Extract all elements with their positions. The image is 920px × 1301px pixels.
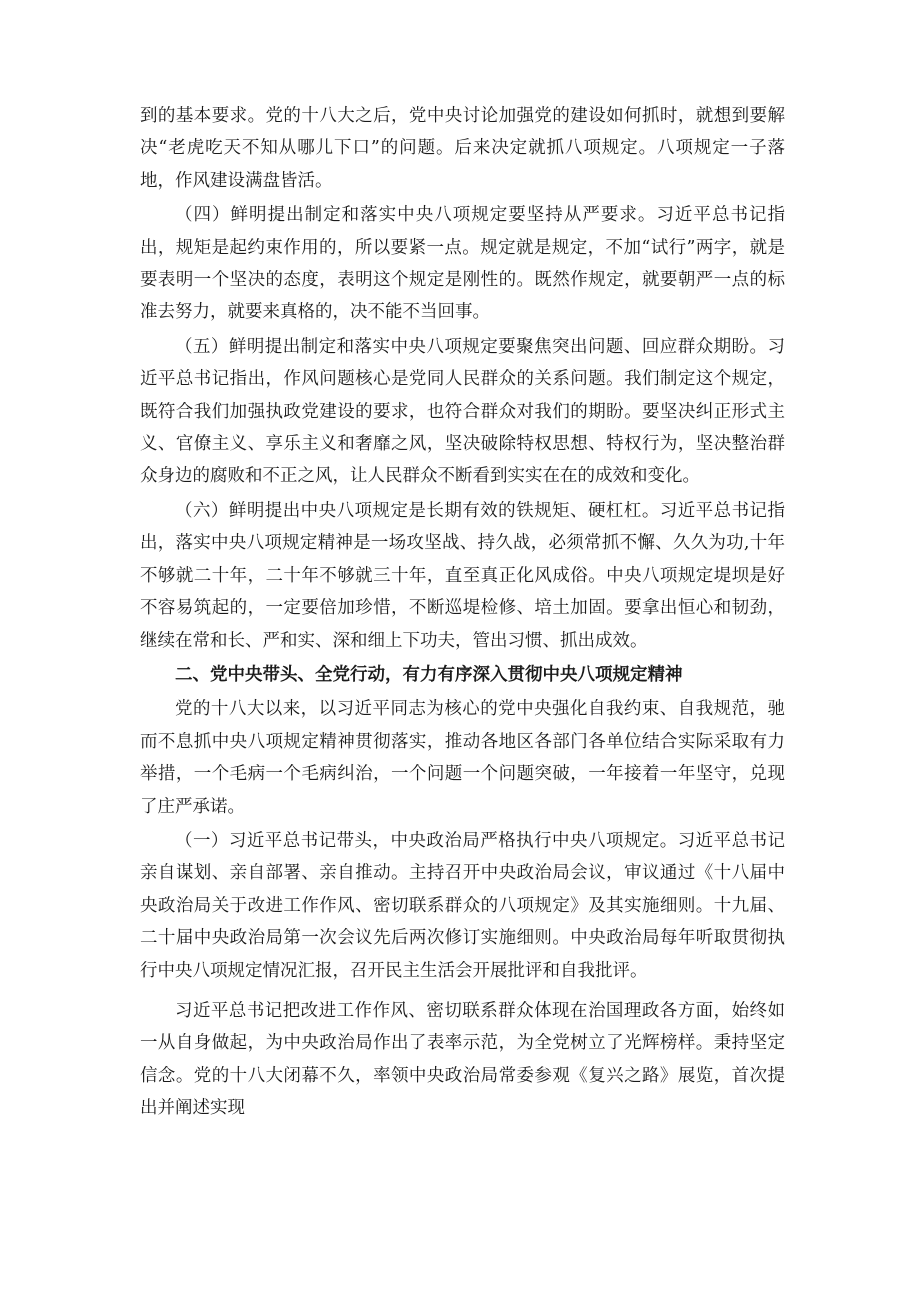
section-heading-2: 二、党中央带头、全党行动，有力有序深入贯彻中央八项规定精神 [175,664,683,685]
document-page [140,100,785,1125]
paragraph-section-4: （四）鲜明提出制定和落实中央八项规定要坚持从严要求。习近平总书记指出，规矩是起约束作用的，所以要紧一点。规定就是规定，不加“试行”两字，就是要表明一个坚决的态度，表明这个规定是刚性的。既然作规定，就要朝严一点的标准去努力，就要来真格的，决不能不当回事。 [140,205,785,323]
paragraph-example: 习近平总书记把改进工作作风、密切联系群众体现在治国理政各方面，始终如一从自身做起，为中央政治局作出了表率示范，为全党树立了光辉榜样。秉持坚定信念。党的十八大闭幕不久，率领中央政治局常委参观《复兴之路》展览，首次提出并阐述实现 [140,1000,785,1119]
paragraph-continuation: 到的基本要求。党的十八大之后，党中央讨论加强党的建设如何抓时，就想到要解决“老虎吃天不知从哪儿下口”的问题。后来决定就抓八项规定。八项规定一子落地，作风建设满盘皆活。 [140,106,785,191]
paragraph-section-5: （五）鲜明提出制定和落实中央八项规定要聚焦突出问题、回应群众期盼。习近平总书记指出，作风问题核心是党同人民群众的关系问题。我们制定这个规定，既符合我们加强执政党建设的要求，也符合群众对我们的期盼。要坚决纠正形式主义、官僚主义、享乐主义和奢靡之风，坚决破除特权思想、特权行为，坚决整治群众身边的腐败和不正之风，让人民群众不断看到实实在在的成效和变化。 [140,336,785,487]
paragraph-section-6: （六）鲜明提出中央八项规定是长期有效的铁规矩、硬杠杠。习近平总书记指出，落实中央八项规定精神是一场攻坚战、持久战，必须常抓不懈、久久为功,十年不够就二十年，二十年不够就三十年，直至真正化风成俗。中央八项规定堤坝是好不容易筑起的，一定要倍加珍惜，不断巡堤检修、培土加固。要拿出恒心和韧劲，继续在常和长、严和实、深和细上下功夫，管出习惯、抓出成效。 [140,500,785,651]
paragraph-intro: 党的十八大以来，以习近平同志为核心的党中央强化自我约束、自我规范，驰而不息抓中央八项规定精神贯彻落实，推动各地区各部门各单位结合实际采取有力举措，一个毛病一个毛病纠治，一个问题一个问题突破，一年接着一年坚守，兑现了庄严承诺。 [140,699,785,817]
paragraph-subsection-1: （一）习近平总书记带头，中央政治局严格执行中央八项规定。习近平总书记亲自谋划、亲自部署、亲自推动。主持召开中央政治局会议，审议通过《十八届中央政治局关于改进工作作风、密切联系群众的八项规定》及其实施细则。十九届、二十届中央政治局第一次会议先后两次修订实施细则。中央政治局每年听取贯彻执行中央八项规定情况汇报，召开民主生活会开展批评和自我批评。 [140,830,785,981]
